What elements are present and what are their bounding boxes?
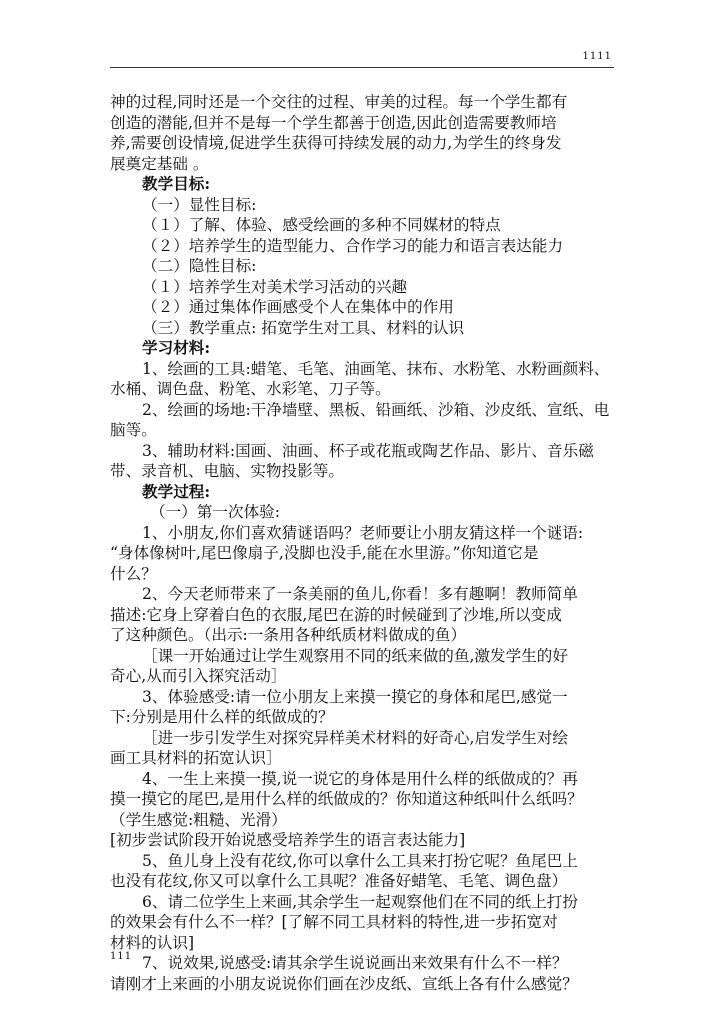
text-line: 养,需要创设情境,促进学生获得可持续发展的动力,为学生的终身发 bbox=[110, 134, 562, 152]
text-line: 描述:它身上穿着白色的衣服,尾巴在游的时候碰到了沙堆,所以变成 bbox=[110, 605, 562, 624]
text-line: 画工具材料的拓宽认识］ bbox=[110, 749, 282, 767]
text-line: 创造的潜能,但并不是每一个学生都善于创造,因此创造需要教师培 bbox=[110, 113, 557, 132]
section-heading-materials: 学习材料: bbox=[142, 338, 211, 357]
text-line: “身体像树叶,尾巴像扇子,没脚也没手,能在水里游。”你知道它是 bbox=[110, 544, 539, 562]
text-line: 的效果会有什么不一样？[了解不同工具材料的特性,进一步拓宽对 bbox=[110, 913, 558, 931]
text-line: ［课一开始通过让学生观察用不同的纸来做的鱼,激发学生的好 bbox=[142, 646, 568, 665]
text-line: 3、体验感受:请一位小朋友上来摸一摸它的身体和尾巴,感觉一 bbox=[142, 687, 568, 706]
text-line: 请刚才上来画的小朋友说说你们画在沙皮纸、宣纸上各有什么感觉？ bbox=[110, 974, 578, 993]
footer-page-number: 111 bbox=[110, 951, 133, 962]
text-line: 奇心,从而引入探究活动］ bbox=[110, 667, 287, 685]
text-line: （１）了解、体验、感受绘画的多种不同媒材的特点 bbox=[142, 216, 501, 234]
text-line: 了这种颜色。（出示:一条用各种纸质材料做成的鱼） bbox=[110, 626, 467, 644]
text-line: （一）第一次体验: bbox=[150, 503, 281, 521]
text-line: 摸一摸它的尾巴,是用什么样的纸做成的？你知道这种纸叫什么纸吗？ bbox=[110, 790, 583, 808]
text-line: 脑等。 bbox=[110, 421, 157, 439]
text-line: 展奠定基础 。 bbox=[110, 154, 209, 173]
header-rule bbox=[110, 67, 614, 68]
text-line: 5、鱼儿身上没有花纹,你可以拿什么工具来打扮它呢？鱼尾巴上 bbox=[142, 851, 578, 870]
text-line: 6、请二位学生上来画,其余学生一起观察他们在不同的纸上打扮 bbox=[142, 892, 578, 911]
text-line: 带、录音机、电脑、实物投影等。 bbox=[110, 462, 344, 480]
text-line: 材料的认识] bbox=[110, 933, 195, 952]
text-line: 1、小朋友,你们喜欢猜谜语吗？老师要让小朋友猜这样一个谜语: bbox=[142, 523, 584, 542]
text-line: 下:分别是用什么样的纸做成的？ bbox=[110, 708, 334, 726]
text-line: 1、绘画的工具:蜡笔、毛笔、油画笔、抹布、水粉笔、水粉画颜料、 bbox=[142, 359, 610, 378]
text-line: （２）培养学生的造型能力、合作学习的能力和语言表达能力 bbox=[142, 236, 564, 255]
text-line: 也没有花纹,你又可以拿什么工具呢？准备好蜡笔、毛笔、调色盘） bbox=[110, 872, 568, 890]
text-line: 7、说效果,说感受:请其余学生说说画出来效果有什么不一样？ bbox=[142, 954, 568, 972]
section-heading-process: 教学过程: bbox=[142, 481, 211, 501]
text-line: 3、辅助材料:国画、油画、杯子或花瓶或陶艺作品、影片、音乐磁 bbox=[142, 441, 594, 460]
text-line: （二）隐性目标: bbox=[142, 257, 257, 275]
text-line: （１）培养学生对美术学习活动的兴趣 bbox=[142, 277, 408, 296]
text-line: 2、今天老师带来了一条美丽的鱼儿,你看！多有趣啊！教师简单 bbox=[142, 585, 578, 603]
text-line: [初步尝试阶段开始说感受培养学生的语言表达能力] bbox=[110, 831, 466, 849]
document-body bbox=[110, 92, 618, 994]
text-line: 神的过程,同时还是一个交往的过程、审美的过程。每一个学生都有 bbox=[110, 93, 568, 111]
text-line: 4、一生上来摸一摸,说一说它的身体是用什么样的纸做成的？再 bbox=[142, 769, 578, 788]
text-line: （学生感觉:粗糙、光滑） bbox=[110, 810, 287, 829]
text-line: （一）显性目标: bbox=[142, 195, 257, 214]
text-line: （三）教学重点: 拓宽学生对工具、材料的认识 bbox=[142, 318, 465, 337]
header-page-number: 1111 bbox=[582, 51, 612, 62]
section-heading-goals: 教学目标: bbox=[142, 174, 211, 193]
text-line: （２）通过集体作画感受个人在集体中的作用 bbox=[142, 298, 454, 316]
text-line: 水桶、调色盘、粉笔、水彩笔、刀子等。 bbox=[110, 380, 391, 398]
text-line: 2、绘画的场地:干净墙壁、黑板、铅画纸、沙箱、沙皮纸、宣纸、电 bbox=[142, 400, 610, 419]
text-line: 什么？ bbox=[110, 564, 157, 583]
text-line: ［进一步引发学生对探究异样美术材料的好奇心,启发学生对绘 bbox=[142, 728, 568, 747]
